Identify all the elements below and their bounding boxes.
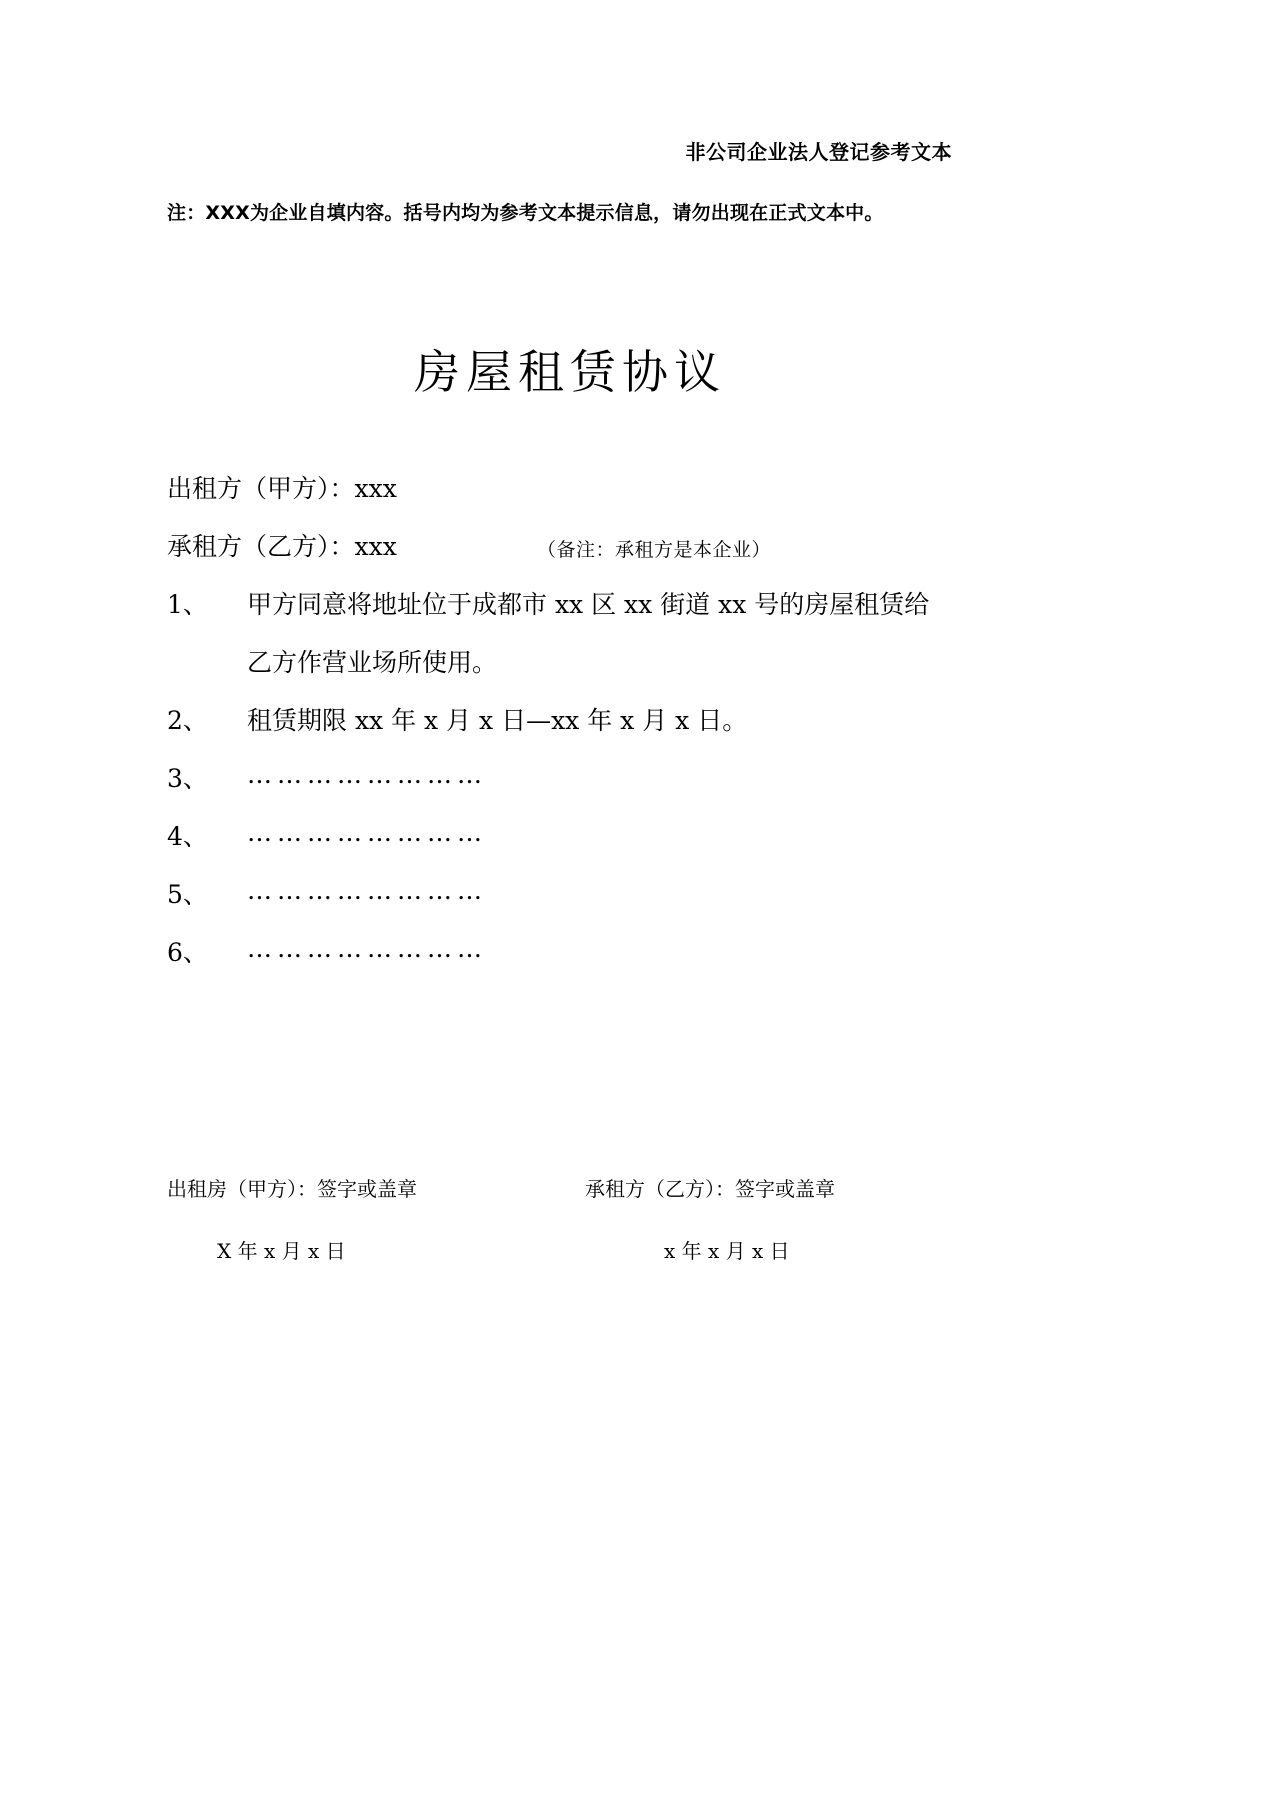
clause-1-number: 1、 [167,590,208,619]
clause-4-number: 4、 [167,822,208,851]
clause-6-number: 6、 [167,938,208,967]
clause-6-text: …………………… [247,934,487,963]
agreement-body [167,460,1127,982]
clause-4 [167,808,1127,866]
clause-4-text: …………………… [247,818,487,847]
signature-dates-row [167,1235,1127,1297]
clause-1-continuation: 乙方作营业场所使用。 [247,648,498,677]
clause-6 [167,924,1127,982]
clause-2-number: 2、 [167,706,208,735]
clause-3-text: …………………… [247,760,487,789]
clause-3 [167,750,1127,808]
signature-block [167,1173,1127,1297]
lessee-label: 承租方（乙方）：xxx [167,532,397,561]
lessee-signature-line: 承租方（乙方）：签字或盖章 [585,1177,835,1201]
clause-1 [167,576,1127,692]
clause-2 [167,692,1127,750]
party-row-lessee [167,518,1127,576]
lessee-remark: （备注：承租方是本企业） [537,539,772,561]
header-reference-text: 非公司企业法人登记参考文本 [685,140,952,164]
page-title: 房屋租赁协议 [414,345,726,399]
lessor-signature-date: X 年 x 月 x 日 [217,1239,346,1263]
clause-5-text: …………………… [247,876,487,905]
clause-1-text: 甲方同意将地址位于成都市 xx 区 xx 街道 xx 号的房屋租赁给 [247,590,930,619]
clause-5 [167,866,1127,924]
clause-5-number: 5、 [167,880,208,909]
signature-names-row [167,1173,1127,1235]
clause-2-text: 租赁期限 xx 年 x 月 x 日—xx 年 x 月 x 日。 [247,706,748,735]
lessor-signature-line: 出租房（甲方）：签字或盖章 [167,1177,417,1201]
instruction-note: 注：XXX为企业自填内容。括号内均为参考文本提示信息，请勿出现在正式文本中。 [167,202,884,224]
lessee-signature-date: x 年 x 月 x 日 [664,1239,790,1263]
clause-3-number: 3、 [167,764,208,793]
party-row-lessor [167,460,1127,518]
lessor-label: 出租方（甲方）：xxx [167,474,397,503]
